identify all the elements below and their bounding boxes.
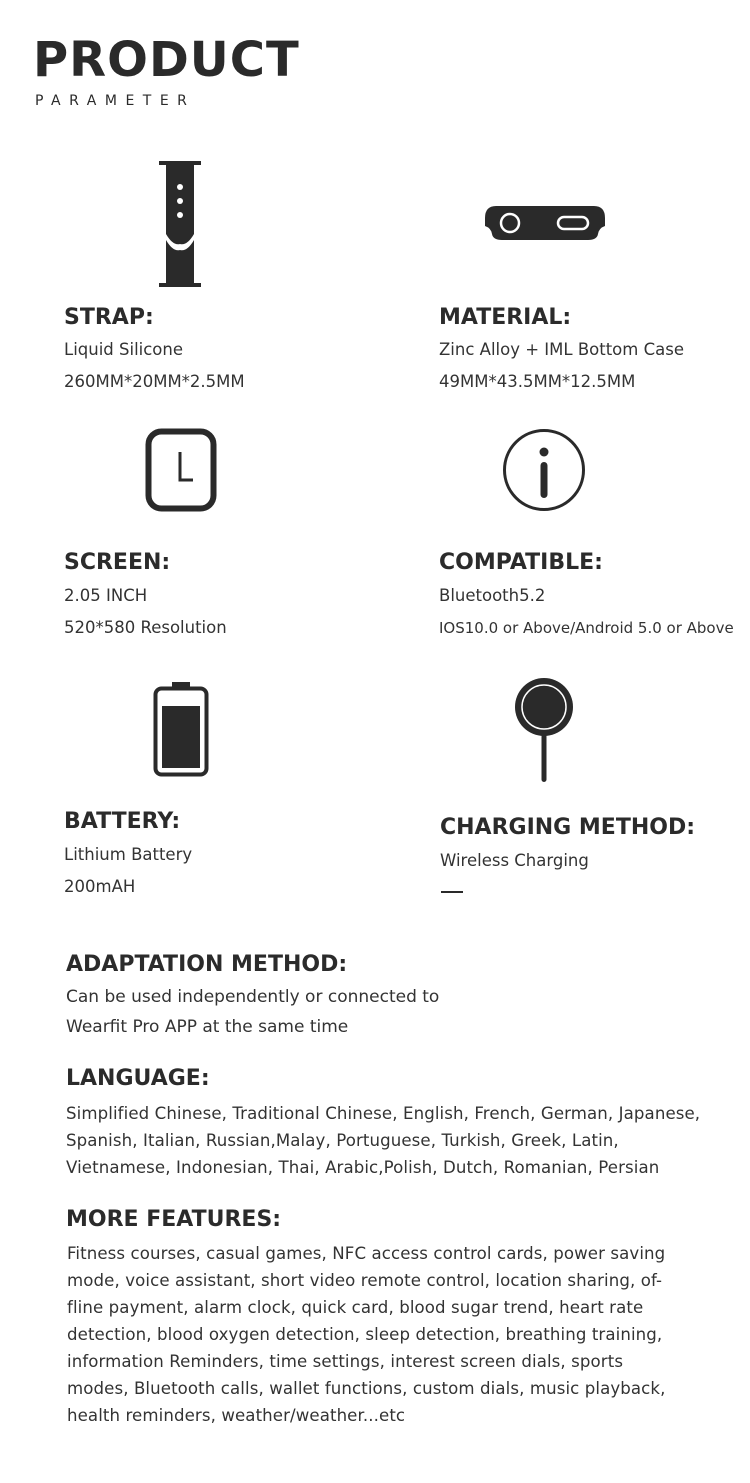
- material-size: 49MM*43.5MM*12.5MM: [439, 372, 636, 391]
- watch-case-icon: [484, 206, 606, 242]
- features-heading: MORE FEATURES:: [66, 1207, 282, 1232]
- features-line: modes, Bluetooth calls, wallet functions, custom dials, music playback,: [67, 1379, 666, 1398]
- battery-capacity: 200mAH: [64, 877, 136, 896]
- battery-heading: BATTERY:: [64, 809, 181, 834]
- divider-dash: [441, 891, 463, 893]
- charging-type: Wireless Charging: [440, 851, 589, 870]
- wireless-charger-icon: [513, 676, 575, 784]
- features-line: mode, voice assistant, short video remote control, location sharing, of-: [67, 1271, 663, 1290]
- features-line: Fitness courses, casual games, NFC access control cards, power saving: [67, 1244, 666, 1263]
- page-title: PRODUCT: [33, 32, 300, 88]
- screen-resolution: 520*580 Resolution: [64, 618, 227, 637]
- strap-icon: [157, 160, 203, 288]
- features-line: fline payment, alarm clock, quick card, blood sugar trend, heart rate: [67, 1298, 644, 1317]
- strap-size: 260MM*20MM*2.5MM: [64, 372, 245, 391]
- language-heading: LANGUAGE:: [66, 1066, 210, 1091]
- material-type: Zinc Alloy + IML Bottom Case: [439, 340, 684, 359]
- clock-screen-icon: [145, 428, 217, 512]
- features-line: information Reminders, time settings, interest screen dials, sports: [67, 1352, 624, 1371]
- strap-heading: STRAP:: [64, 305, 154, 330]
- info-icon: [502, 428, 586, 512]
- features-line: health reminders, weather/weather...etc: [67, 1406, 406, 1425]
- language-line: Vietnamese, Indonesian, Thai, Arabic,Polish, Dutch, Romanian, Persian: [66, 1158, 660, 1177]
- features-text: [67, 1240, 737, 1429]
- charging-heading: CHARGING METHOD:: [440, 815, 695, 840]
- battery-type: Lithium Battery: [64, 845, 193, 864]
- language-line: Simplified Chinese, Traditional Chinese, English, French, German, Japanese,: [66, 1104, 701, 1123]
- page-subtitle: PARAMETER: [35, 93, 196, 109]
- compatible-bluetooth: Bluetooth5.2: [439, 586, 546, 605]
- screen-heading: SCREEN:: [64, 550, 171, 575]
- compatible-os: IOS10.0 or Above/Android 5.0 or Above: [439, 619, 734, 637]
- adaptation-heading: ADAPTATION METHOD:: [66, 952, 348, 977]
- features-line: detection, blood oxygen detection, sleep detection, breathing training,: [67, 1325, 663, 1344]
- screen-size: 2.05 INCH: [64, 586, 148, 605]
- language-text: [66, 1100, 736, 1181]
- adaptation-text: [66, 984, 706, 1041]
- adaptation-line: Can be used independently or connected to: [66, 987, 440, 1007]
- compatible-heading: COMPATIBLE:: [439, 550, 603, 575]
- adaptation-line: Wearfit Pro APP at the same time: [66, 1017, 349, 1037]
- strap-material: Liquid Silicone: [64, 340, 184, 359]
- language-line: Spanish, Italian, Russian,Malay, Portuguese, Turkish, Greek, Latin,: [66, 1131, 619, 1150]
- battery-icon: [152, 682, 210, 778]
- material-heading: MATERIAL:: [439, 305, 572, 330]
